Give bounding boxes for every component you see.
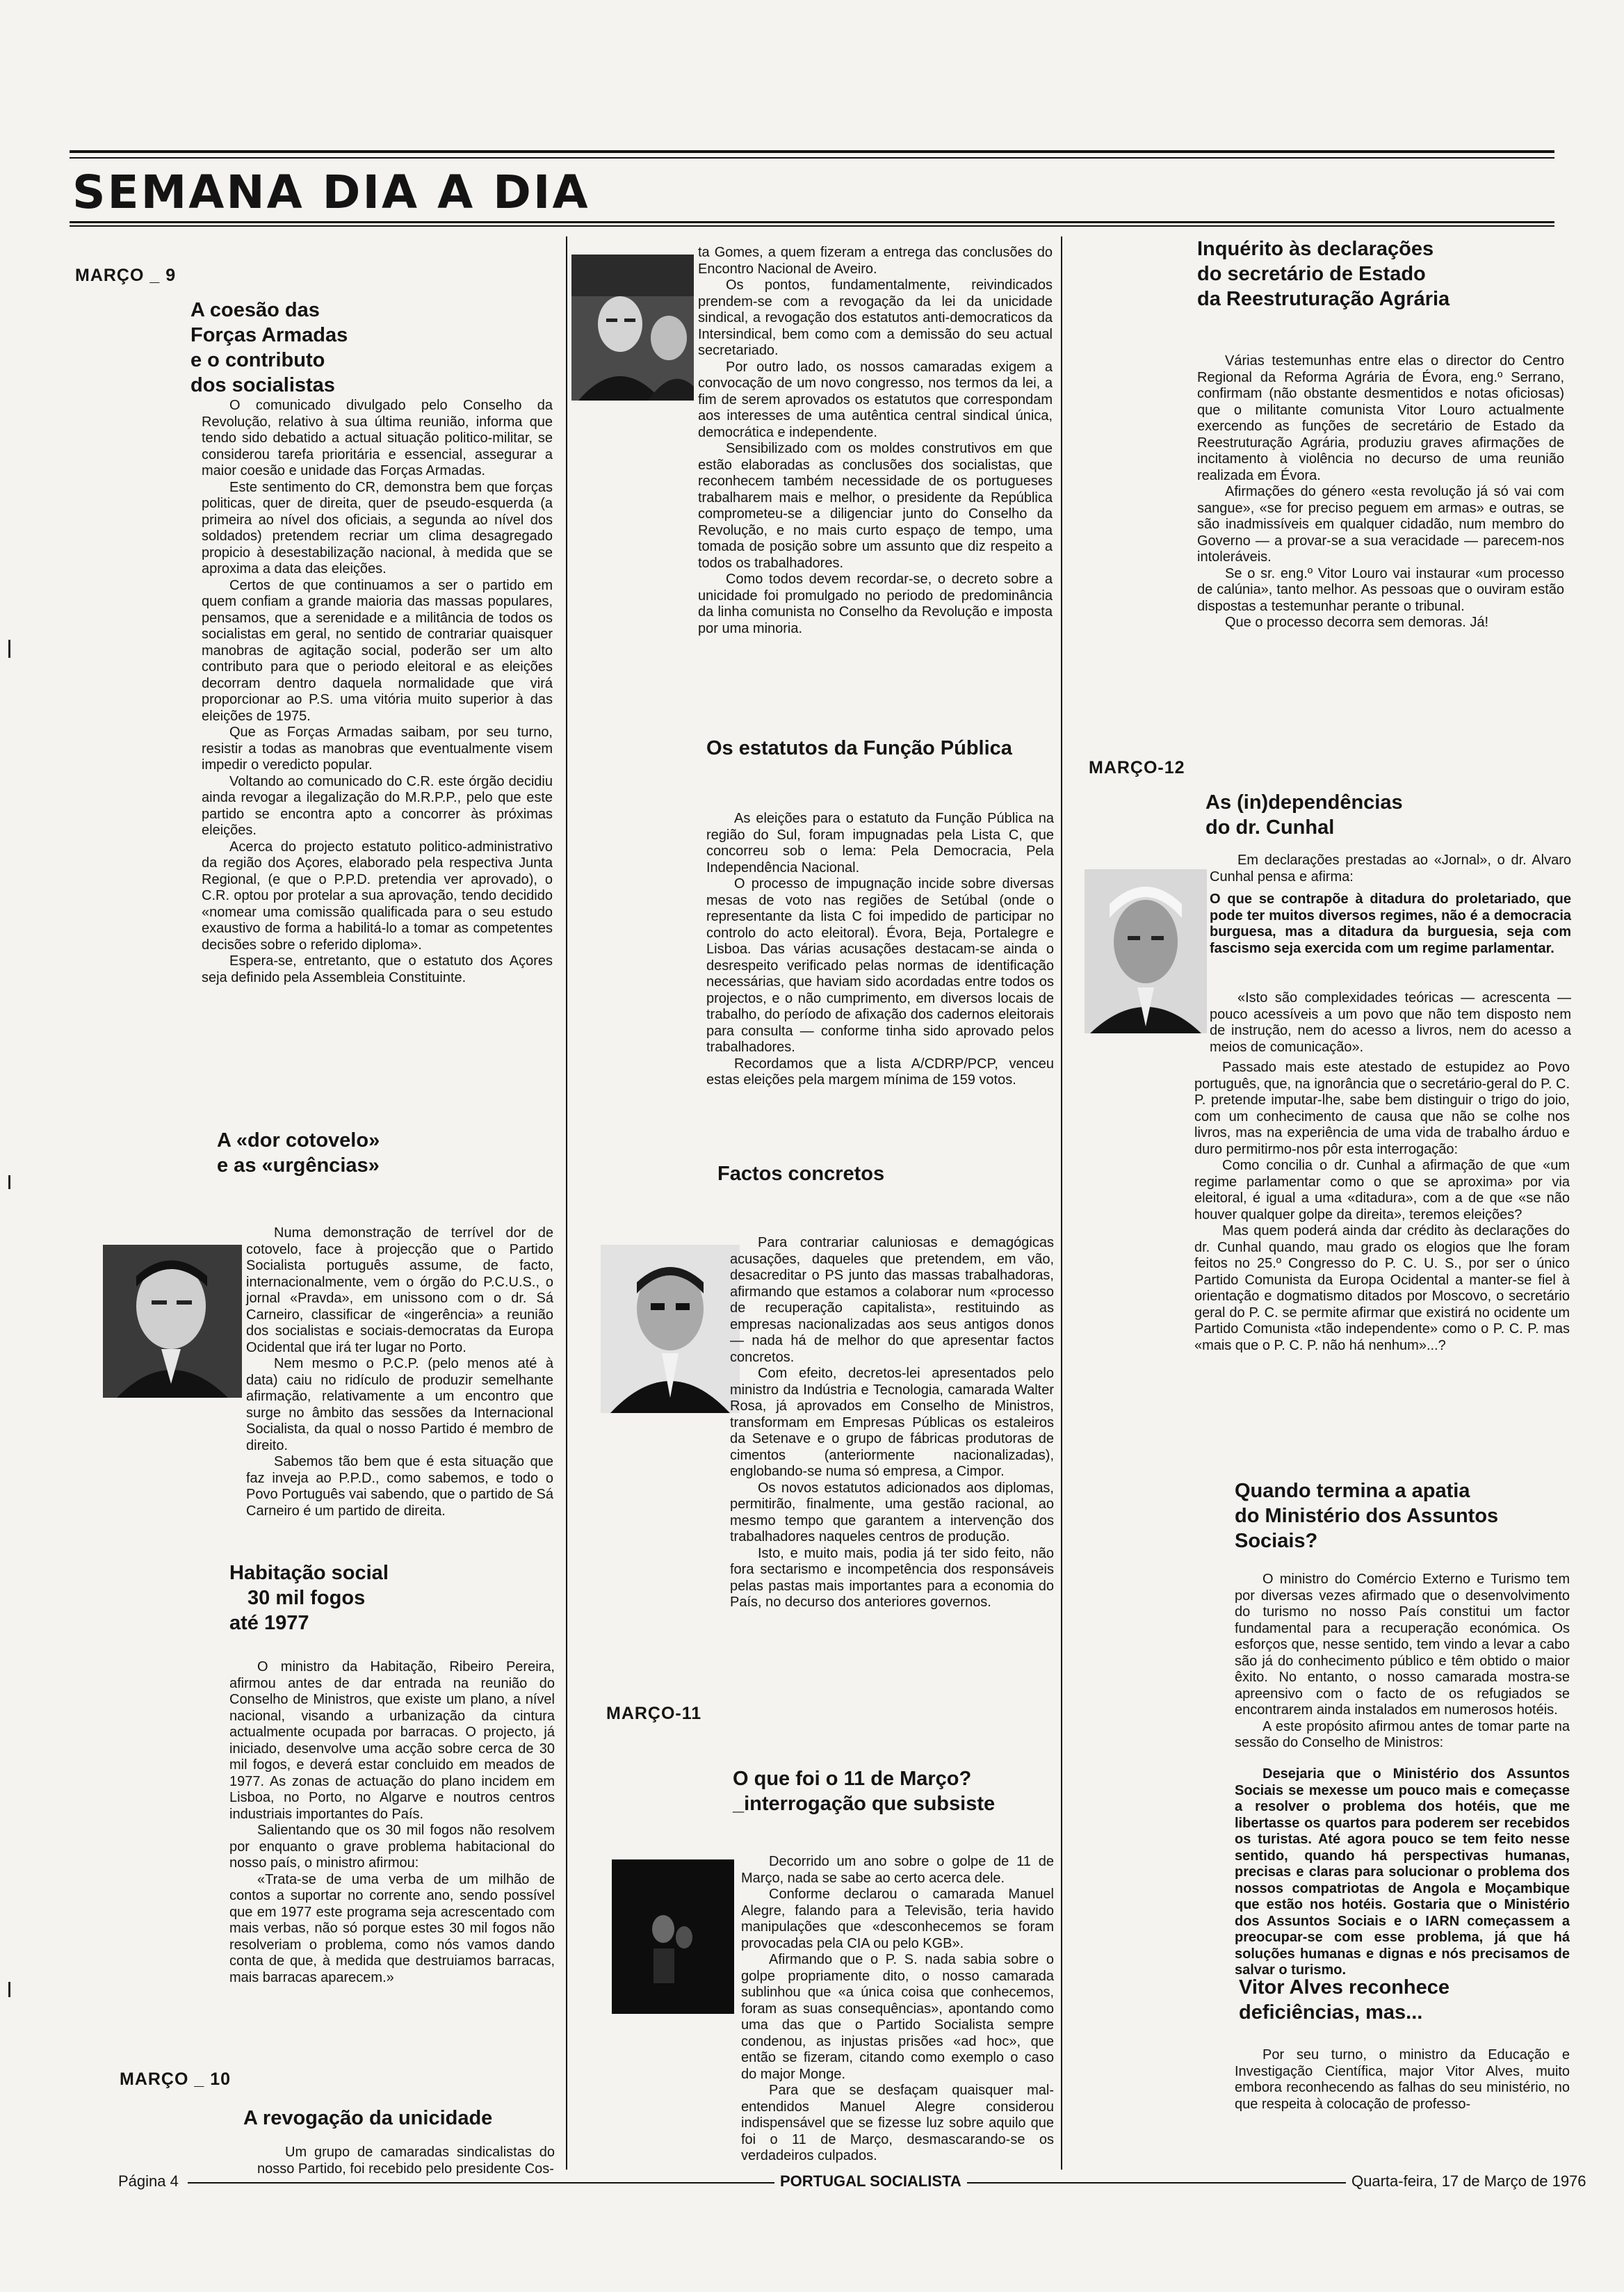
- headline-alves: [1239, 1975, 1559, 2025]
- headline-onzemarco: [733, 1766, 1053, 1816]
- headline-cotovelo-line-1: A «dor cotovelo»: [217, 1129, 380, 1152]
- paragraph: Este sentimento do CR, demonstra bem que forças politicas, quer de direita, quer de pseudo-esquerda (a primeira ao nível dos oficiais, a segunda ao nível dos soldados) pretendem recriar um clima desagregado propicio à desestabilização nacional, à medida que se aproxima a data das eleições.: [202, 479, 553, 576]
- paragraph: Em declarações prestadas ao «Jornal», o dr. Alvaro Cunhal pensa e afirma:: [1210, 853, 1571, 885]
- photo-portrait-walter-rosa: [601, 1245, 740, 1413]
- article-cotovelo-body: [246, 1225, 553, 1524]
- masthead-title: SEMANA DIA A DIA: [72, 166, 590, 219]
- paragraph: Nem mesmo o P.C.P. (pelo menos até à data) caiu no ridículo de produzir semelhante afirmação, relativamente a um encontro que surge no âmbito das sessões da Internacional Socialista, da qual o nosso Partido é membro de direito.: [246, 1356, 553, 1453]
- paragraph: «Trata-se de uma verba de um milhão de contos a suportar no corrente ano, sendo possível que em 1977 este programa seja acrescentado com mais verbas, não só porque estes 30 mil fogos não resolveriam o problema, como nós vamos dando conta de que, à medida que destruiamos barracas, mais barracas aparecem.»: [229, 1871, 555, 1985]
- quote: [1235, 1766, 1570, 1979]
- photo-portrait-sa-carneiro: [103, 1245, 242, 1398]
- dark-scene-image: [612, 1859, 734, 2014]
- article-factos-body: [730, 1235, 1054, 1687]
- paragraph: Voltando ao comunicado do C.R. este órgão decidiu ainda revogar a ilegalização do M.R.P.P., pelo que este partido se encontra apto a concorrer às próximas eleições.: [202, 773, 553, 838]
- paragraph: Isto, e muito mais, podia já ter sido feito, não fora sectarismo e incompetência dos responsáveis pelas pastas mais importantes para a economia do País, no decurso dos anteriores governos.: [730, 1545, 1054, 1610]
- paragraph: Com efeito, decretos-lei apresentados pelo ministro da Indústria e Tecnologia, camarada Walter Rosa, já aprovados em Conselho de Ministros, transformam em Empresas Públicas os estaleiros da Setenave e o grupo de fábricas produtoras de cimentos (anteriormente nacionalizadas), englobando-se numa só empresa, a Cimpor.: [730, 1366, 1054, 1479]
- paragraph: Por seu turno, o ministro da Educação e Investigação Científica, major Vitor Alves, muito embora reconhecendo as falhas do seu ministério, no que respeita à colocação de professo-: [1235, 2047, 1570, 2112]
- headline-cunhal-line-2: do dr. Cunhal: [1205, 816, 1335, 839]
- date-marco-9: MARÇO _ 9: [75, 266, 177, 285]
- paragraph: «Isto são complexidades teóricas — acrescenta — pouco acessíveis a um povo que não tem disposto nem de instrução, nem do acesso a livros, nem do acesso a meios de comunicação».: [1210, 990, 1571, 1055]
- headline-coesao-line-1: A coesão das: [190, 299, 320, 321]
- paragraph: Várias testemunhas entre elas o director do Centro Regional da Reforma Agrária de Évora, eng.º Serrano, confirmam (não obstante desmentidos e notas oficiosas) que o militante comunista Vitor Louro actualmente exercendo as funções de secretário de Estado da Reestruturação Agrária, produziu graves afirmações de incitamento à violência no decurso de uma reunião realizada em Évora.: [1197, 353, 1564, 483]
- paragraph: Acerca do projecto estatuto politico-administrativo da região dos Açores, elaborado pela respectiva Junta Regional, (e que o P.P.D. pretendia ver aprovado), o C.R. optou por protelar a sua aprovação, tendo decidido «nomear uma comissão qualificada para o seu estudo exaustivo de forma a habilitá-lo a tomar as competentes decisões sobre o referido diploma».: [202, 839, 553, 953]
- headline-inquerito: [1197, 236, 1545, 312]
- headline-cotovelo-line-2: e as «urgências»: [217, 1154, 380, 1177]
- portrait-image: [1085, 869, 1207, 1033]
- paragraph: Que o processo decorra sem demoras. Já!: [1225, 615, 1489, 630]
- photo-portrait-cunhal: [1085, 869, 1207, 1033]
- quote: [1210, 891, 1571, 957]
- headline-coesao: [190, 298, 469, 398]
- masthead-rule-bottom-2: [70, 225, 1554, 227]
- article-onzemarco-body: [741, 1854, 1054, 2171]
- article-unicidade-body: [257, 2145, 555, 2179]
- paragraph: Salientando que os 30 mil fogos não resolvem por enquanto o grave problema habitacional do nosso país, o ministro afirmou:: [229, 1823, 555, 1871]
- paragraph: Afirmações do género «esta revolução já só vai com sangue», «se for preciso peguem em armas» e outras, se são inadmissíveis em qualquer cidadão, num membro do Governo — a provar-se a sua veracidade — parecem-nos intoleráveis.: [1197, 484, 1564, 565]
- article-unicidade-continued: [698, 245, 1053, 662]
- paragraph: Os pontos, fundamentalmente, reivindicados prendem-se com a revogação da lei da unicidade sindical, a revogação dos estatutos anti-democraticos da Intersindical, bem como com a demissão do seu actual secretariado.: [698, 277, 1053, 358]
- column-divider-1: [566, 236, 567, 2170]
- headline-funcao: [706, 736, 1054, 761]
- paragraph: Recordamos que a lista A/CDRP/PCP, venceu estas eleições pela margem mínima de 159 votos.: [706, 1056, 1054, 1088]
- date-marco-12: MARÇO-12: [1089, 758, 1185, 777]
- paragraph: Sensibilizado com os moldes construtivos em que estão elaboradas as conclusões dos socialistas, que reconhecem também necessidade de os portugueses trabalharem mais e melhor, o presidente da República comprometeu-se a diligenciar junto do Conselho da Revolução, e no mais curto espaço de tempo, uma tomada de posição sobre um assunto que diz respeito a todos os trabalhadores.: [698, 441, 1053, 571]
- paragraph: Para contrariar caluniosas e demagógicas acusações, daqueles que pretendem, em vão, desacreditar o PS junto das massas trabalhadoras, afirmando que estamos a colaborar num «processo de recuperação capitalista», restituindo as empresas nacionalizadas aos seus antigos donos — nada há de melhor do que apresentar factos concretos.: [730, 1235, 1054, 1365]
- paragraph: Decorrido um ano sobre o golpe de 11 de Março, nada se sabe ao certo acerca dele.: [741, 1854, 1054, 1886]
- masthead-rule-top: [70, 150, 1554, 153]
- headline-apatia-line-2: do Ministério dos Assuntos Sociais?: [1235, 1505, 1499, 1552]
- headline-onzemarco-line-2: _interrogação que subsiste: [733, 1793, 996, 1815]
- paragraph: Para que se desfaçam quaisquer mal-entendidos Manuel Alegre considerou indispensável que se fizesse luz sobre aquilo que foi o 11 de Março, desmascarando-se os verdadeiros culpados.: [741, 2083, 1054, 2163]
- paragraph: O ministro do Comércio Externo e Turismo tem por diversas vezes afirmado que o desenvolvimento do turismo no nosso País constitui um factor fundamental para a recuperação económica. Os esforços que, nesse sentido, tem vindo a levar a cabo são já do conhecimento público e têm obtido o maior êxito. No entanto, o nosso camarada mostra-se apreensivo com o facto de os refugiados se encontrarem ainda instalados em numerosos hotéis.: [1235, 1572, 1570, 1718]
- photo-dark-scene: [612, 1859, 734, 2014]
- headline-onzemarco-line-1: O que foi o 11 de Março?: [733, 1768, 972, 1790]
- headline-cunhal-line-1: As (in)dependências: [1205, 791, 1403, 814]
- masthead-rule-top-2: [70, 157, 1554, 159]
- quote-text: O que se contrapõe à ditadura do proletariado, que pode ter muitos diversos regimes, não é a democracia burguesa, mas a ditadura da burguesia, seja com fascismo seja exercida com um regime parlamentar.: [1210, 891, 1571, 956]
- masthead-rule-bottom: [70, 221, 1554, 223]
- article-cunhal-full-width: [1194, 1060, 1570, 1477]
- headline-inquerito-line-1: Inquérito às declarações: [1197, 238, 1434, 260]
- headline-coesao-line-3: e o contributo: [190, 349, 325, 371]
- portrait-image: [103, 1245, 242, 1398]
- date-marco-11: MARÇO-11: [606, 1704, 702, 1723]
- paragraph: O ministro da Habitação, Ribeiro Pereira, afirmou antes de dar entrada na reunião do Conselho de Ministros, que existe um plano, a nível nacional, visando a urbanização da cintura actualmente ocupada por barracas. O projecto, já iniciado, desenvolve uma acção sobre cerca de 30 mil fogos, e deverá estar concluido em meados de 1977. As zonas de actuação do plano incidem em Lisboa, no Porto, no Algarve e noutros centros industriais importantes do País.: [229, 1659, 555, 1822]
- paragraph: O processo de impugnação incide sobre diversas mesas de voto nas regiões de Setúbal (onde o representante da lista C foi impedido de participar no controlo do acto eleitoral). Évora, Beja, Portalegre e Lisboa. Das várias acusações destacam-se ainda o desrespeito verificado pelas normas de identificação necessárias, que haviam sido acordadas entre todos os projectos, e o não cumprimento, em diversos locais de trabalho, do período de afixação dos cadernos eleitorais para consulta — conforme tinha sido aprovado pelos trabalhadores.: [706, 876, 1054, 1055]
- portrait-image: [601, 1245, 740, 1413]
- headline-alves-line-2: deficiências, mas...: [1239, 2001, 1423, 2024]
- paragraph: Se o sr. eng.º Vitor Louro vai instaurar «um processo de calúnia», tanto melhor. As pessoas que o ouviram estão dispostas a testemunhar perante o tribunal.: [1197, 565, 1564, 614]
- paragraph: ta Gomes, a quem fizeram a entrega das conclusões do Encontro Nacional de Aveiro.: [698, 245, 1053, 277]
- scan-mark: [8, 1175, 10, 1189]
- paragraph: Um grupo de camaradas sindicalistas do nosso Partido, foi recebido pelo presidente Cos-: [257, 2145, 555, 2177]
- paragraph: Afirmando que o P. S. nada sabia sobre o golpe propriamente dito, o nosso camarada sublinhou que «a única coisa que conhecemos, foram as suas consequências», apontando como uma das que o Partido Socialista sempre condenou, as injustas prisões «ad hoc», que então se fizeram, citando como exemplo o caso do major Monge.: [741, 1952, 1054, 2082]
- paragraph: A este propósito afirmou antes de tomar parte na sessão do Conselho de Ministros:: [1235, 1718, 1570, 1750]
- article-apatia-body: [1235, 1572, 1570, 1766]
- headline-cunhal: [1205, 790, 1539, 840]
- headline-alves-line-1: Vitor Alves reconhece: [1239, 1976, 1450, 1999]
- footer-page-number: Página 4: [118, 2172, 184, 2190]
- headline-cotovelo: [217, 1128, 523, 1178]
- photo-meeting: [571, 255, 694, 401]
- headline-unicidade-line-1: A revogação da unicidade: [243, 2107, 493, 2129]
- quote-text: Desejaria que o Ministério dos Assuntos Sociais se mexesse um pouco mais e começasse a resolver o problema dos hotéis, que me libertasse os quartos para poderem ser recebidos os turistas. Até agora pouco se tem feito nesse sentido, quando há perspectivas humanas, precisas e claras para solucionar o problema dos nossos compatriotas de Angola e Moçambique que estão nos hotéis. Gostaria que o Ministério dos Assuntos Sociais e o IARN começassem a preocupar-se com esse problema, já que há soluções humanas e dignas e nós precisamos de salvar o turismo.: [1235, 1766, 1570, 1978]
- footer-paper-name: PORTUGAL SOCIALISTA: [774, 2172, 967, 2190]
- paragraph: Por outro lado, os nossos camaradas exigem a convocação de um novo congresso, nos termos da lei, a fim de serem aprovados os estatutos que correspondam aos interesses de uma autêntica central sindical única, democrática e independente.: [698, 359, 1053, 440]
- footer-date: Quarta-feira, 17 de Março de 1976: [1346, 2172, 1592, 2190]
- paragraph: Mas quem poderá ainda dar crédito às declarações do dr. Cunhal quando, mau grado os elogios que lhe foram feitos no 25.º Congresso do P. C. U. S., por ser o único Partido Comunista da Europa Ocidental a manter-se fiel à orientação e dogmatismo ditados por Moscovo, o secretário geral do P. C. se permite afirmar que existirá no ocidente um Partido Comunista «tão independente» como o P. C. P. mas «mais que o P. C. P. não há nenhum»...?: [1194, 1223, 1570, 1353]
- headline-factos: [717, 1161, 1023, 1186]
- paragraph: Numa demonstração de terrível dor de cotovelo, face à projecção que o Partido Socialista português assume, de facto, internacionalmente, vem o órgão do P.C.U.S., o jornal «Pravda», em unissono com o dr. Sá Carneiro, classificar de «ingerência» a reunião dos socialistas e sociais-democratas da Europa Ocidental que irá ter lugar no Porto.: [246, 1225, 553, 1355]
- date-marco-10: MARÇO _ 10: [120, 2069, 232, 2089]
- headline-funcao-line-1: Os estatutos da Função Pública: [706, 737, 1012, 759]
- headline-coesao-line-4: dos socialistas: [190, 374, 335, 396]
- paragraph: Como todos devem recordar-se, o decreto sobre a unicidade foi promulgado no periodo de predominância da linha comunista no Conselho da Revolução e imposta por uma minoria.: [698, 572, 1053, 636]
- article-inquerito-body: [1197, 353, 1564, 694]
- paragraph: Conforme declarou o camarada Manuel Alegre, falando para a Televisão, teria havido manipulações que «desconhecemos se foram provocadas pela CIA ou pelo KGB».: [741, 1887, 1054, 1951]
- scan-mark: [8, 1982, 10, 1997]
- scan-mark: [8, 640, 10, 658]
- article-coesao-body: [202, 398, 553, 1082]
- paragraph: Espera-se, entretanto, que o estatuto dos Açores seja definido pela Assembleia Constituinte.: [202, 953, 553, 985]
- article-habitacao-body: [229, 1659, 555, 2049]
- paragraph: Os novos estatutos adicionados aos diplomas, permitirão, finalmente, uma gestão racional, ao mesmo tempo que garantem a intervenção dos trabalhadores naqueles centros de produção.: [730, 1480, 1054, 1544]
- paragraph: Passado mais este atestado de estupidez ao Povo português, que, na ignorância que o secretário-geral do P. C. P. pretende imputar-lhe, sabe bem distinguir o trigo do joio, com um conhecimento de causa que não se colhe nos livros, mas na experiência de uma vida de trabalho árduo e duro permitirmo-nos pôr esta interrogação:: [1194, 1060, 1570, 1157]
- article-apatia-quote: [1235, 1766, 1570, 1978]
- column-divider-2: [1061, 236, 1062, 2170]
- headline-habitacao: [229, 1560, 521, 1636]
- headline-factos-line-1: Factos concretos: [717, 1163, 885, 1185]
- headline-habitacao-line-1: Habitação social: [229, 1562, 389, 1584]
- headline-inquerito-line-2: do secretário de Estado: [1197, 263, 1426, 285]
- paragraph: Certos de que continuamos a ser o partido em quem confiam a grande maioria das massas populares, pensamos, que a serenidade e a militância de todos os socialistas em geral, no sentido de contrariar quaisquer manobras de agitação social, poderão ser um alto contributo para que o periodo eleitoral e as eleições decorram dentro daquela normalidade que virá proporcionar ao P.S. uma vitória muito superior à das eleições de 1975.: [202, 577, 553, 724]
- headline-coesao-line-2: Forças Armadas: [190, 324, 348, 346]
- article-funcao-body: [706, 811, 1054, 1133]
- article-cunhal-quote: [1210, 891, 1571, 989]
- headline-inquerito-line-3: da Reestruturação Agrária: [1197, 288, 1450, 310]
- headline-habitacao-line-2: 30 mil fogos: [247, 1587, 366, 1609]
- paragraph: Que as Forças Armadas saibam, por seu turno, resistir a todas as manobras que eventualmente visem impedir o veredicto popular.: [202, 725, 553, 773]
- paragraph: As eleições para o estatuto da Função Pública na região do Sul, foram impugnadas pela Lista C, que concorreu sob o lema: Pela Democracia, Pela Independência Nacional.: [706, 811, 1054, 875]
- paragraph: Como concilia o dr. Cunhal a afirmação de que «um regime parlamentar como o que se aproxima» por via eleitoral, é igual a uma «ditadura», com a de que «se não houver qualquer golpe da direita», teremos eleições?: [1194, 1158, 1570, 1222]
- paragraph: O comunicado divulgado pelo Conselho da Revolução, relativo à sua última reunião, informa que tendo sido debatido a actual situação politico-militar, se considerou tarefa prioritária e essencial, assegurar a maior coesão e unidade das Forças Armadas.: [202, 398, 553, 478]
- headline-habitacao-line-3: até 1977: [229, 1612, 309, 1634]
- paragraph: Sabemos tão bem que é esta situação que faz inveja ao P.P.D., como sabemos, e todo o Povo Português vai sabendo, que o partido de Sá Carneiro é um partido de direita.: [246, 1454, 553, 1519]
- article-alves-body: [1235, 2047, 1570, 2117]
- headline-unicidade: [243, 2106, 549, 2131]
- headline-apatia-line-1: Quando termina a apatia: [1235, 1480, 1470, 1502]
- headline-apatia: [1235, 1478, 1561, 1553]
- meeting-image: [571, 255, 694, 401]
